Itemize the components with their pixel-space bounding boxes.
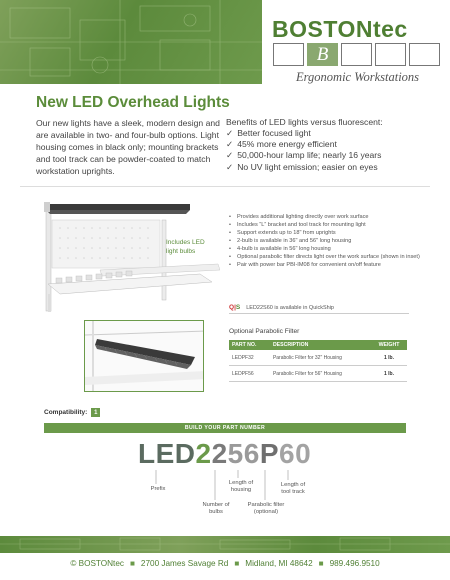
- parabolic-filter-inset-image: [84, 320, 204, 392]
- compatibility-badge: 1: [91, 408, 100, 417]
- filter-table: [229, 340, 407, 382]
- part-segment-filter: P: [259, 438, 279, 469]
- part-segment-track: 60: [279, 438, 312, 469]
- footer-contact: [0, 559, 450, 568]
- section-divider: [20, 186, 430, 187]
- check-icon: ✓: [226, 150, 234, 161]
- logo-box: [375, 43, 406, 66]
- blueprint-pattern: [0, 0, 262, 84]
- page-title: New LED Overhead Lights: [36, 94, 230, 111]
- benefit-item: ✓ No UV light emission; easier on eyes: [226, 161, 378, 172]
- logo-box: [273, 43, 304, 66]
- logo-box-b: B: [307, 43, 338, 66]
- table-cell: 1 lb.: [371, 366, 407, 382]
- footer-company: © BOSTONtec: [70, 559, 124, 568]
- filter-section-title: Optional Parabolic Filter: [229, 328, 300, 335]
- quickship-badge: Q|S: [229, 304, 241, 311]
- label-parabolic-filter: Parabolic filter (optional): [247, 502, 285, 515]
- feature-item: • Support extends up to 18" from uprights: [229, 229, 429, 237]
- logo-box: [341, 43, 372, 66]
- feature-item: • Optional parabolic filter directs light over the work surface (shown in inset): [229, 253, 429, 261]
- quickship-text: LED22S60 is available in QuickShip: [246, 304, 334, 311]
- check-icon: ✓: [226, 128, 234, 138]
- footer-separator: ■: [129, 559, 135, 568]
- column-header: WEIGHT: [371, 340, 407, 350]
- label-length-of-housing: Length of housing: [228, 480, 254, 493]
- table-header-row: [229, 340, 407, 350]
- benefits-section: [226, 117, 426, 173]
- page-header: [0, 0, 450, 84]
- table-cell: LEDPF32: [229, 350, 270, 366]
- brand-logo-boxes: [273, 43, 440, 66]
- column-header: DESCRIPTION: [270, 340, 371, 350]
- led-callout-label: Includes LED light bulbs: [166, 239, 205, 255]
- table-cell: Parabolic Filter for 56" Housing: [270, 366, 371, 382]
- brand-tagline: Ergonomic Workstations: [296, 70, 420, 84]
- part-segment-housing-a: 2: [211, 438, 228, 469]
- table-row: [229, 366, 407, 382]
- label-prefix: Prefix: [150, 486, 166, 492]
- benefit-item: ✓ 50,000-hour lamp life; nearly 16 years: [226, 150, 382, 161]
- feature-item: • Includes “L” bracket and tool track for mounting light: [229, 221, 429, 229]
- compatibility-label: Compatibility:: [44, 409, 88, 416]
- feature-list: [229, 213, 429, 269]
- part-number-labels: [0, 476, 450, 536]
- column-header: PART NO.: [229, 340, 270, 350]
- check-icon: ✓: [226, 139, 234, 150]
- feature-item: • 2-bulb is available in 36" and 56" long housing: [229, 237, 429, 245]
- footer-separator: ■: [318, 559, 324, 568]
- header-banner-image: [0, 0, 262, 84]
- part-segment-bulbs: 2: [195, 438, 212, 469]
- footer-city: Midland, MI 48642: [245, 559, 313, 568]
- brand-logo-text: BOSTONtec: [272, 16, 408, 42]
- logo-box: [409, 43, 440, 66]
- benefit-item: ✓ Better focused light: [226, 128, 311, 138]
- benefit-item: ✓ 45% more energy efficient: [226, 139, 337, 150]
- footer-address: 2700 James Savage Rd: [140, 559, 229, 568]
- feature-item: • Provides additional lighting directly over work surface: [229, 213, 429, 221]
- benefits-list: [226, 128, 426, 173]
- check-icon: ✓: [226, 161, 234, 172]
- quickship-note: [229, 302, 409, 314]
- label-length-of-tool-track: Length of tool track: [280, 482, 306, 495]
- table-cell: Parabolic Filter for 32" Housing: [270, 350, 371, 366]
- footer-banner-image: [0, 536, 450, 553]
- table-cell: LEDPF56: [229, 366, 270, 382]
- build-part-number-bar: BUILD YOUR PART NUMBER: [44, 423, 406, 433]
- feature-item: • Pair with power bar PBI-IM08 for convenient on/off feature: [229, 261, 429, 269]
- part-segment-prefix: LED: [138, 438, 196, 469]
- feature-item: • 4-bulb is available in 56" long housing: [229, 245, 429, 253]
- part-segment-housing-b: 56: [227, 438, 260, 469]
- intro-paragraph: Our new lights have a sleek, modern design and are available in two- and four-bulb options. Light housing comes in black only; mounting brackets and tool track can be powder-coated to match workstation uprights.: [36, 118, 220, 176]
- table-cell: 1 lb.: [371, 350, 407, 366]
- footer-separator: ■: [234, 559, 240, 568]
- footer-phone: 989.496.9510: [329, 559, 380, 568]
- table-row: [229, 350, 407, 366]
- compatibility-row: [44, 408, 100, 417]
- label-number-of-bulbs: Number of bulbs: [202, 502, 230, 515]
- benefits-title: Benefits of LED lights versus fluorescent:: [226, 117, 383, 127]
